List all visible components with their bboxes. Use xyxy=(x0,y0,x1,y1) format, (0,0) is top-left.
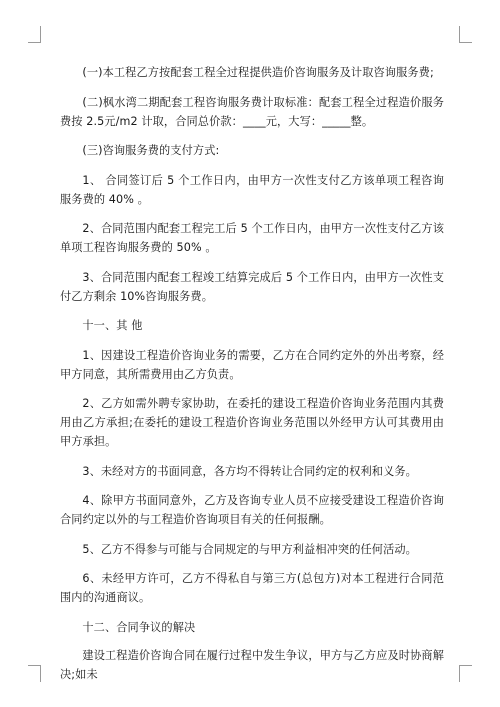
crop-mark-top-left xyxy=(28,26,41,43)
other-item-2: 2、乙方如需外聘专家协助，在委托的建设工程造价咨询业务范围内其费用由乙方承担;在委托的建设工程造价咨询业务范围以外经甲方认可其费用由甲方承担。 xyxy=(60,397,444,448)
section-heading-twelve: 十二、合同争议的解决 xyxy=(82,620,196,634)
other-item-6: 6、未经甲方许可，乙方不得私自与第三方(总包方)对本工程进行合同范围内的沟通商议。 xyxy=(60,572,444,604)
clause-payment-method: (三)咨询服务费的支付方式: xyxy=(82,144,220,157)
clause-fee-standard: (二)枫水湾二期配套工程咨询服务费计取标准：配套工程全过程造价服务费按 2.5元/m2 计取，合同总价款：____元，大写：_____整。 xyxy=(60,95,444,128)
other-item-3: 3、未经对方的书面同意，各方均不得转让合同约定的权利和义务。 xyxy=(82,464,417,478)
other-item-1: 1、因建设工程造价咨询业务的需要，乙方在合同约定外的外出考察，经甲方同意，其所需费用由乙方负责。 xyxy=(60,348,444,381)
dispute-resolution-text: 建设工程造价咨询合同在履行过程中发生争议，甲方与乙方应及时协商解决;如未 xyxy=(60,648,444,681)
section-heading-eleven: 十一、其 他 xyxy=(82,319,143,332)
clause-service-scope: (一)本工程乙方按配套工程全过程提供造价咨询服务及计取咨询服务费; xyxy=(82,66,434,79)
payment-item-1: 1、 合同签订后 5 个工作日内，由甲方一次性支付乙方该单项工程咨询服务费的 40% 。 xyxy=(60,173,444,206)
payment-item-3: 3、合同范围内配套工程竣工结算完成后 5 个工作日内，由甲方一次性支付乙方剩余 10%咨询服务费。 xyxy=(60,270,444,303)
other-item-4: 4、除甲方书面同意外，乙方及咨询专业人员不应接受建设工程造价咨询合同约定以外的与工程造价咨询项目有关的任何报酬。 xyxy=(60,494,444,526)
crop-mark-bottom-left xyxy=(28,665,41,682)
other-item-5: 5、乙方不得参与可能与合同规定的与甲方利益相冲突的任何活动。 xyxy=(82,542,417,556)
crop-mark-bottom-right xyxy=(459,665,472,682)
crop-mark-top-right xyxy=(459,26,472,43)
document-body xyxy=(60,63,444,694)
payment-item-2: 2、合同范围内配套工程完工后 5 个工作日内，由甲方一次性支付乙方该单项工程咨询服务费的 50% 。 xyxy=(60,222,444,254)
